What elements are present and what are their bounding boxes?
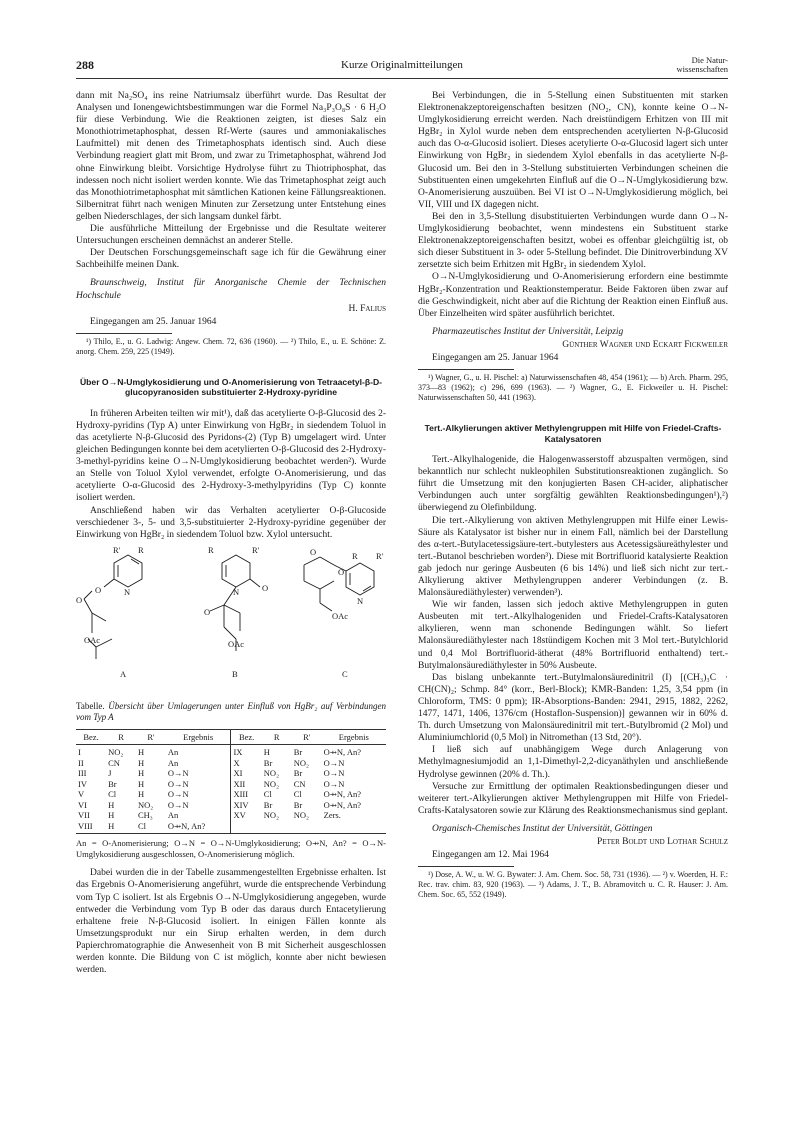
footnote: ¹) Wagner, G., u. H. Pischel: a) Naturwissenschaften 48, 454 (1961); — b) Arch. Pharm. 295, 373—83 (1962); c) 296, 699 (1963). — ²) Wagner, G., E. Fickweiler u. H. Pischel: Naturwissenschaften 50, 441 (1963).: [418, 373, 728, 403]
table-cell: Cl: [263, 789, 272, 800]
table-cell: XV: [233, 810, 246, 821]
table-cell: [322, 821, 386, 834]
table-cell: O⇸N, An?: [323, 799, 361, 810]
table-cell: XIV: [233, 799, 249, 810]
table-cell: O→N: [166, 789, 231, 800]
running-title: Kurze Originalmitteilungen: [341, 59, 463, 71]
structure-label-c: C: [342, 668, 348, 679]
table-cell: O→N: [323, 768, 345, 779]
footnotes: [76, 337, 386, 357]
table-cell: NO₂: [263, 810, 280, 821]
table-cell: H: [137, 747, 145, 758]
atom-o-carbonyl-b: O: [262, 582, 269, 593]
table-caption-label: Tabelle.: [76, 700, 105, 711]
table-row: [76, 810, 386, 821]
table-cell: Cl: [136, 821, 166, 834]
footnote: ¹) Dose, A. W., u. W. G. Bywater: J. Am. Chem. Soc. 58, 731 (1936). — ²) v. Woerden, H. F.: Rec. trav. chim. 83, 920 (1963). — ³) Adams, J. T., B. Abramovitch u. C. R. Hauser: J. Am. Chem. Soc. 65, 552 (1949).: [418, 870, 728, 900]
footnote-rule: [418, 369, 514, 370]
article-title: Tert.-Alkylierungen aktiver Methylengruppen mit Hilfe von Friedel-Crafts-Katalysatoren: [424, 423, 722, 444]
table-cell: NO₂: [263, 778, 280, 789]
atom-r-prime-b: R': [252, 546, 260, 555]
table-cell: [292, 821, 322, 834]
paragraph: Die ausführliche Mitteilung der Ergebnisse und die Resultate weiterer Untersuchungen erscheinen demnächst an anderer Stelle.: [76, 224, 386, 247]
atom-oac-a: OAc: [84, 634, 101, 645]
table-cell: VII: [78, 810, 90, 821]
table-cell: NO₂: [293, 810, 309, 821]
footnote-rule: [76, 333, 172, 334]
paragraph: Die tert.-Alkylierung von aktiven Methylengruppen mit Hilfe einer Lewis-Säure als Katalysator ist bisher nur in einem Fall, nämlich bei der Darstellung des α-tert.-Butylacetessigsäure-tert.-butylesters aus Acetessigsäureäthylester und tert.-Butanol beschrieben worden³). Diese mit Bortrifluorid katalysierte Reaktion gab jedoch nur geringe Ausbeuten (6 bis 14%) und ließ sich nicht zur tert.-Alkylierung aktiver Methylengruppen anderer Verbindungen (z. B. Malonsäurediäthylester) verwenden³).: [418, 515, 728, 599]
received-date: Eingegangen am 12. Mai 1964: [432, 850, 549, 861]
paragraph: Bei den in 3,5-Stellung disubstituierten Verbindungen wurde dann O→N-Umglykosidierung beobachtet, wenn mindestens ein Substituent starke Elektronenakzeptoreigenschaften besitzt, wobei es offenbar gleichgültig ist, ob sich dieser Substituent in 3- oder 5-Stellung befindet. Die Dinitroverbindung XV zersetzte sich beim Erhitzen mit HgBr₂ in siedendem Xylol.: [418, 211, 728, 271]
paragraph: O→N-Umglykosidierung und O-Anomerisierung erfordern eine bestimmte HgBr₂-Konzentration und Reaktionstemperatur. Beide Faktoren üben zwar auf die Geschwindigkeit, nicht aber auf die Richtung der Reaktion einen Einfluß aus. Über Einzelheiten wird später ausführlich berichtet.: [418, 272, 728, 319]
authors: Peter Boldt und Lothar Schulz: [597, 836, 728, 847]
table-cell: Cl: [293, 789, 302, 800]
table-header: R': [136, 729, 166, 745]
table-row: [76, 768, 386, 779]
table-cell: Br: [293, 747, 303, 758]
table-header: R: [106, 729, 136, 745]
paragraph: Wie wir fanden, lassen sich jedoch aktive Methylengruppen in guten Ausbeuten mit tert.-Alkylhalogeniden und Friedel-Crafts-Katalysatoren alkylieren, wenn man schonende Bedingungen wählt. So liefert Malonsäurediäthylester nach 18stündigem Kochen mit 3 Mol tert.-Butylchlorid und 0,4 Mol Bortrifluorid-ätherat (48% Bortrifluorid enthaltend) tert.-Butylmalonsäurediäthylester in 50% Ausbeute.: [418, 600, 728, 671]
structure-label-a: A: [120, 668, 127, 679]
atom-r-c: R: [352, 550, 358, 561]
atom-o-ring-a: O: [76, 594, 83, 605]
table-cell: H: [108, 810, 115, 821]
affiliation: Pharmazeutisches Institut der Universität, Leipzig: [432, 326, 624, 337]
table-cell: H: [137, 778, 145, 789]
atom-oac-b: OAc: [228, 638, 245, 649]
atom-o-ring-c: O: [310, 546, 317, 557]
table-cell: J: [108, 768, 112, 779]
table-header: Ergebnis: [322, 729, 386, 745]
table-cell: H: [137, 757, 145, 768]
table-cell: O⇸N, An?: [323, 747, 361, 758]
paragraph: Das bislang unbekannte tert.-Butylmalonsäuredinitril (I) [(CH₃)₃C · CH(CN)₂; Schmp. 84° (korr., Berl-Block); KMR-Banden: 1,25, 3,54 ppm (in Chloroform, TMS: 0 ppm); IR-Absorptions-Banden: 2941, 2915, 1882, 2262, 1477, 1471, 1406, 1376/cm (Hostaflon-Suspension)] gewannen wir in 60% d. Th. durch Umsetzung von Malonsäuredinitril mit tert.-Butylbromid (2 Mol) und Aluminiumchlorid (0,5 Mol) in Nitromethan (13 Std, 20°).: [418, 672, 728, 744]
table-header: R': [292, 729, 322, 745]
table-cell: XII: [233, 778, 246, 789]
table-cell: H: [108, 799, 115, 810]
table-cell: O→N: [323, 757, 345, 768]
table-cell: CH₃: [137, 810, 153, 821]
footnotes: [418, 373, 728, 403]
atom-n-a: N: [124, 586, 131, 597]
atom-r-prime-a: R': [113, 546, 121, 555]
atom-r-a: R: [138, 546, 144, 555]
table-cell: O→N: [166, 800, 231, 811]
table-cell: XIII: [233, 789, 249, 800]
table-cell: Br: [293, 799, 303, 810]
table-cell: IX: [233, 747, 243, 758]
table-row: [76, 758, 386, 769]
paragraph: Der Deutschen Forschungsgemeinschaft sage ich für die Gewährung einer Sachbeihilfe meinen Dank.: [76, 248, 386, 271]
table-cell: III: [78, 768, 87, 779]
table-row: [76, 789, 386, 800]
table-cell: O→N: [166, 768, 231, 779]
atom-r-b: R: [208, 546, 214, 555]
table-legend: An = O-Anomerisierung; O→N = O→N-Umglykosidierung; O⇸N, An? = O→N-Umglykosidierung ausgeschlossen, O-Anomerisierung möglich.: [76, 838, 386, 859]
table-cell: NO₂: [263, 768, 280, 779]
atom-n-c: N: [357, 595, 364, 606]
journal-name-line1: Die Natur-: [691, 55, 728, 65]
table-row: [76, 779, 386, 790]
results-table: [76, 729, 386, 835]
table-header: Bez.: [76, 729, 106, 745]
footnote: ¹) Thilo, E., u. G. Ladwig: Angew. Chem. 72, 636 (1960). — ²) Thilo, E., u. E. Schöne: Z. anorg. Chem. 259, 225 (1949).: [76, 336, 386, 356]
table-caption-text: Übersicht über Umlagerungen unter Einfluß von HgBr₂ auf Verbindungen vom Typ A: [76, 700, 386, 722]
table-cell: [231, 821, 262, 834]
page-header: [76, 56, 728, 79]
article-title: Über O→N-Umglykosidierung und O-Anomerisierung von Tetraacetyl-β-D-glucopyranosiden substituierter 2-Hydroxy-pyridine: [79, 376, 383, 398]
table-cell: VI: [78, 799, 87, 810]
table-cell: XI: [233, 768, 243, 779]
table-cell: NO₂: [293, 757, 309, 768]
table-cell: O⇸N, An?: [323, 789, 361, 800]
paragraph: Tert.-Alkylhalogenide, die Halogenwasserstoff abzuspalten vermögen, sind bekanntlich nur schlecht nukleophilen Substitutionsreaktionen zugänglich. So führt die Umsetzung mit den konjugierten Basen CH-acider, aliphatischer Verbindungen auch unter sorgfältig gewählten Reaktionsbedingungen¹),²) überwiegend zu Olefinbildung.: [418, 455, 728, 514]
table-cell: I: [78, 747, 81, 758]
spacer: [76, 859, 386, 867]
atom-r-prime-c: R': [376, 550, 384, 561]
table-cell: NO₂: [108, 747, 124, 758]
paragraph: Bei Verbindungen, die in 5-Stellung einen Substituenten mit starken Elektronenakzeptoreigenschaften besitzen (NO₂, CN), konnte keine O→N-Umglykosidierung erreicht werden. Nach dreistündigem Erhitzen von III mit HgBr₂ in Xylol wurde neben dem entsprechenden acetylierten N-β-Glucosid auch das O-α-Glucosid isoliert. Dieses acetylierte O-α-Glucosid lagert sich unter Einwirkung von HgBr₂ in siedendem Xylol ebenfalls in das acetylierte N-β-Glucosid um. Bei den in 3-Stellung substituierten Verbindungen scheinen die Substituenten einen umgekehrten Einfluß auf die O→N-Umglykosidierung bzw. O-Anomerisierung auszuüben. Bei VI ist O→N-Umglykosidierung möglich, bei VII, VIII und IX dagegen nicht.: [418, 91, 728, 210]
affiliation: Braunschweig, Institut für Anorganische Chemie der Technischen Hochschule: [76, 278, 386, 301]
footnote-rule: [418, 866, 514, 867]
table-cell: II: [78, 757, 84, 768]
table-cell: O→N: [166, 779, 231, 790]
table-header: Bez.: [231, 729, 262, 745]
paragraph: dann mit Na₂SO₄ ins reine Natriumsalz überführt wurde. Das Resultat der Analysen und Ionengewichtsbestimmungen war die Formel Na₃P₃O₈S · 6 H₂O für diese Verbindung. Wie die Reaktionen zeigten, ist dieses Salz ein Monothiotrimetaphosphat, dessen Rf-Werte (saures und ammoniakalisches Laufmittel) mit denen des Trimetaphosphats identisch sind. Auch diese Verbindung reagiert glatt mit Brom, und zwar zu Trimetaphosphat, während Jod ohne Einwirkung bleibt. Vorsichtige Hydrolyse führt zu Thiotriphosphat, das indessen noch nicht isoliert werden konnte. Wie das Trimetaphosphat zeigt auch das Monothiotrimetaphosphat mit sämtlichen Kationen keine Fällungsreaktionen. Silbernitrat führt nach wenigen Minuten zur Zersetzung unter Entstehung eines gelben Niederschlages, der sich langsam dunkel färbt.: [76, 91, 387, 222]
paragraph: Dabei wurden die in der Tabelle zusammengestellten Ergebnisse erhalten. Ist das Ergebnis O-Anomerisierung angeführt, wurde die entsprechende Verbindung vom Typ C isoliert. Ist als Ergebnis O→N-Umglykosidierung angegeben, wurde entweder die Verbindung vom Typ B oder das daraus durch Entacetylierung erhaltene freie N-β-Glucosid isoliert. In einigen Fällen konnte als Umsetzungsprodukt nur ein Sirup erhalten werden, in dem durch Papierchromatographie die Anwesenheit von B mit Sicherheit ausgeschlossen werden konnte. Die Bildung von C ist möglich, konnte aber nicht bewiesen werden.: [76, 868, 386, 976]
table-cell: Br: [263, 757, 273, 768]
table-cell: H: [137, 789, 145, 800]
paragraph: I ließ sich auf unabhängigem Wege durch Anlagerung von Methylmagnesiumjodid an 1,1-Dimethyl-2,2-dicyanäthylen und anschließende Hydrolyse gewinnen (20% d. Th.).: [418, 745, 728, 780]
table-row: [76, 800, 386, 811]
table-body: [76, 745, 386, 834]
paragraph: Anschließend haben wir das Verhalten acetylierter O-β-Glucoside verschiedener 3-, 5- und 3,5-substituierter 2-Hydroxy-pyridine gegenüber der Einwirkung von HgBr₂ in siedendem Toluol bzw. Xylol untersucht.: [76, 505, 386, 540]
paragraph: In früheren Arbeiten teilten wir mit¹), daß das acetylierte O-β-Glucosid des 2-Hydroxy-pyridins (Typ A) unter Einwirkung von HgBr₂ in siedendem Toluol in das acetylierte N-β-Glucosid des Pyridons-(2) (Typ B) umgelagert wird. Unter gleichen Bedingungen konnte bei dem acetylierten O-β-Glucosid des 2-Hydroxy-3-methyl-pyridins keine O→N-Umglykosidierung beobachtet werden²). Wurde an Stelle von Toluol Xylol verwendet, erfolgte O-Anomerisierung, und das acetylierte O-α-Glucosid des 2-Hydroxy-3-methylpyridins (Typ C) konnte isoliert werden.: [76, 408, 386, 504]
atom-o-ring-b: O: [204, 606, 211, 617]
table-cell: IV: [78, 778, 87, 789]
table-header: R: [262, 729, 292, 745]
footnotes: [418, 870, 728, 900]
structure-drawing: [76, 547, 386, 697]
table-cell: H: [263, 747, 270, 758]
table-cell: [262, 821, 292, 834]
table-cell: VIII: [76, 821, 106, 834]
table-row: [76, 745, 386, 758]
authors: Günther Wagner und Eckart Fickweiler: [562, 339, 728, 350]
journal-name-line2: wissenschaften: [676, 64, 728, 74]
table-cell: Cl: [108, 789, 117, 800]
table-cell: An: [166, 758, 231, 769]
affiliation: Organisch-Chemisches Institut der Universität, Göttingen: [432, 823, 653, 834]
table-cell: NO₂: [137, 799, 154, 810]
table-cell: O→N: [323, 778, 345, 789]
table-cell: O⇸N, An?: [166, 821, 231, 834]
author: H. Falius: [348, 303, 386, 314]
table-header: Ergebnis: [166, 729, 231, 745]
right-column: [418, 90, 728, 900]
atom-oac-c: OAc: [332, 610, 349, 621]
chemical-structures: [76, 547, 386, 697]
table-cell: Br: [293, 768, 303, 779]
table-cell: Br: [108, 778, 117, 789]
table-caption: [76, 701, 386, 723]
table-cell: An: [166, 745, 231, 758]
atom-o-a: O: [95, 584, 102, 595]
table-cell: H: [106, 821, 136, 834]
received-date: Eingegangen am 25. Januar 1964: [432, 352, 559, 363]
table-cell: Br: [263, 799, 273, 810]
table-cell: Zers.: [323, 810, 341, 821]
paragraph: Versuche zur Ermittlung der optimalen Reaktionsbedingungen dieser und weiterer tert.-Alkylierungen aktiver Methylengruppen mit Hilfe von Friedel-Crafts-Katalysatoren sowie zur Klärung des Reaktionsmechanismus sind geplant.: [418, 781, 728, 816]
page-number: 288: [76, 58, 94, 72]
table-cell: H: [137, 768, 145, 779]
table-cell: An: [166, 810, 231, 821]
table-cell: CN: [293, 778, 306, 789]
table-cell: X: [233, 757, 240, 768]
atom-n-b: N: [233, 586, 240, 597]
atom-o-c: O: [338, 566, 345, 577]
left-column: [76, 90, 386, 976]
table-header-row: [76, 729, 386, 745]
received-date: Eingegangen am 25. Januar 1964: [90, 316, 217, 327]
table-cell: V: [78, 789, 85, 800]
structure-label-b: B: [232, 668, 238, 679]
table-row: [76, 821, 386, 834]
table-cell: CN: [108, 757, 120, 768]
journal-name: [648, 56, 728, 74]
